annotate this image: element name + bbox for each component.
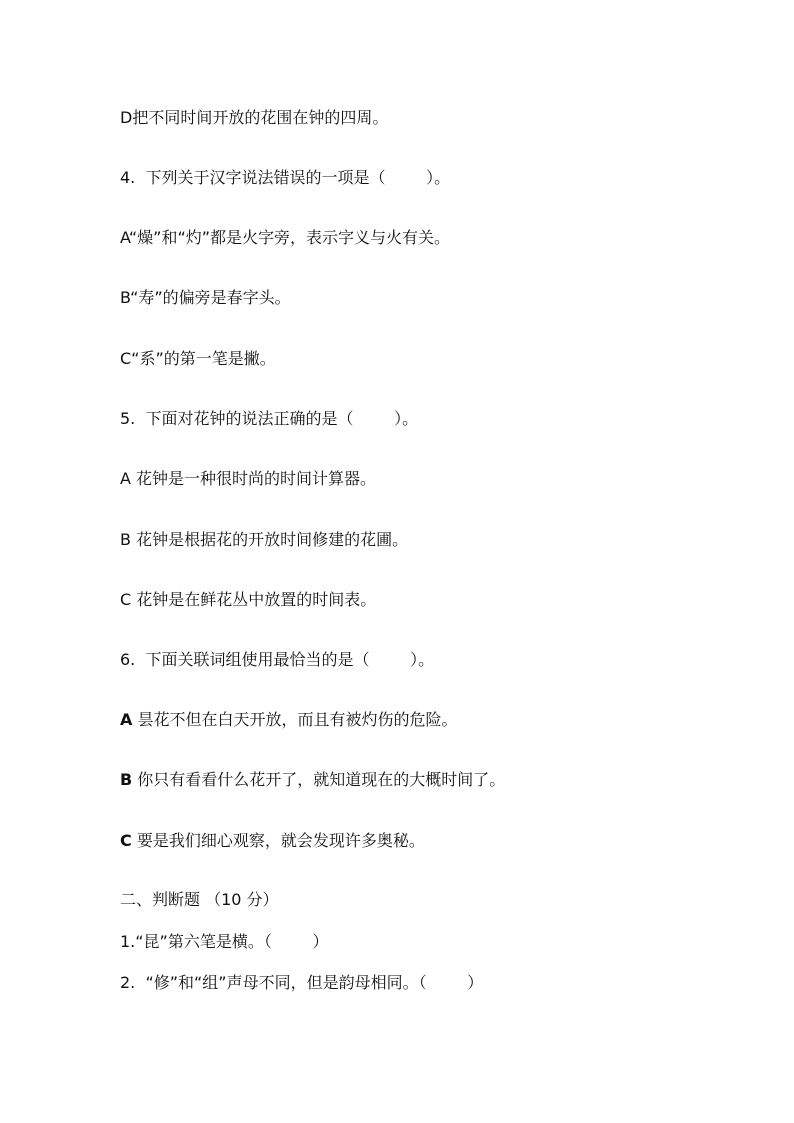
q4-question: 4. 下列关于汉字说法错误的一项是（ ）。 xyxy=(120,168,451,187)
q6-option-a xyxy=(120,710,457,730)
q5-option-b: B 花钟是根据花的开放时间修建的花圃。 xyxy=(120,530,409,549)
q5-question: 5. 下面对花钟的说法正确的是（ ）。 xyxy=(120,409,419,428)
option-label: A xyxy=(120,710,133,729)
option-label: B xyxy=(120,770,133,789)
q4-option-b: B“寿”的偏旁是春字头。 xyxy=(120,288,291,307)
q6-option-b xyxy=(120,770,505,790)
option-text: 昙花不但在白天开放，而且有被灼伤的危险。 xyxy=(132,710,458,729)
q3-option-d: D把不同时间开放的花围在钟的四周。 xyxy=(120,108,389,127)
option-label: C xyxy=(120,831,132,850)
q4-option-c: C“系”的第一笔是撇。 xyxy=(120,349,276,368)
q5-option-c: C 花钟是在鲜花丛中放置的时间表。 xyxy=(120,590,377,609)
section-heading-judgment: 二、判断题 （10 分） xyxy=(120,890,279,909)
q6-option-c xyxy=(120,831,425,851)
judgment-q1: 1.“昆”第六笔是横。（ ） xyxy=(120,932,329,951)
judgment-q2: 2. “修”和“组”声母不同，但是韵母相同。（ ） xyxy=(120,973,484,992)
option-text: 你只有看看什么花开了，就知道现在的大概时间了。 xyxy=(132,770,506,789)
q5-option-a: A 花钟是一种很时尚的时间计算器。 xyxy=(120,469,377,488)
q6-question: 6. 下面关联词组使用最恰当的是（ ）。 xyxy=(120,650,435,669)
option-text: 要是我们细心观察，就会发现许多奥秘。 xyxy=(131,831,425,850)
q4-option-a: A“燥”和“灼”都是火字旁，表示字义与火有关。 xyxy=(120,228,451,247)
